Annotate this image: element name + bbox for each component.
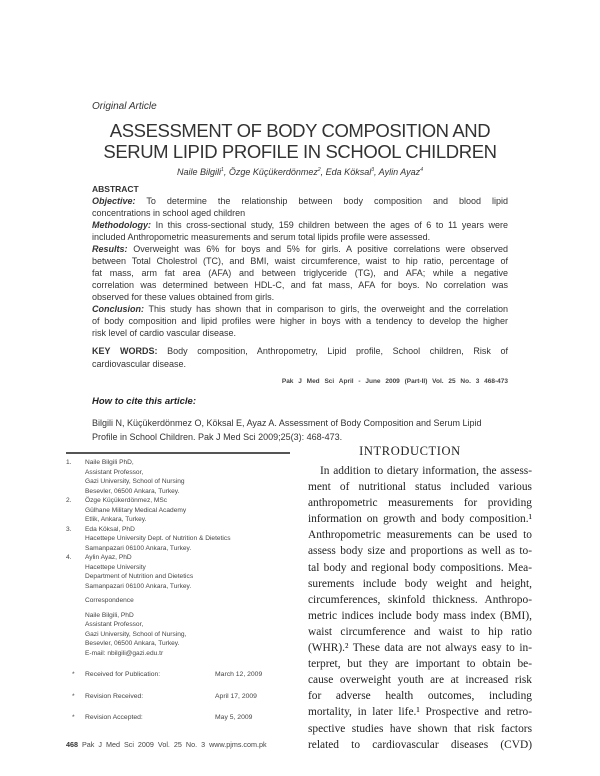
indent [66,611,85,621]
author-name: Naile Bilgili [177,167,222,177]
affiliation-line [66,468,296,478]
affiliation-line [66,506,296,516]
correspondence-heading-row [66,596,296,606]
indent [66,596,85,606]
abstract-line [92,327,508,339]
correspondence-text: Gazi University, School of Nursing, [85,630,187,638]
abstract-text: fat mass, arm fat area (AFA) and between triglyceride (TG), and AFA; while a negative [92,268,508,278]
date-label: Revision Accepted: [85,714,143,721]
intro-line: anthropometric measurements for providing [308,497,532,510]
affiliation-text: Department of Nutrition and Dietetics [85,573,194,580]
correspondence-text: Assistant Professor, [85,621,144,628]
affiliation-text: Etlik, Ankara, Turkey. [85,516,147,523]
article-type: Original Article [92,101,157,112]
abstract-section-label: Methodology: [92,220,151,230]
correspondence-text: E-mail: nbilgili@gazi.edu.tr [85,649,164,657]
affiliation-text: Hacettepe University [85,563,146,571]
affiliation-number [66,487,85,497]
affiliation-number: 1. [66,459,72,466]
affiliation-number [66,544,85,554]
indent [66,649,85,659]
journal-citation-line: Pak J Med Sci April - June 2009 (Part-II) Vol. 25 No. 3 468-473 [281,378,508,385]
affiliation-number: 4. [66,554,72,561]
affiliation-line [66,487,296,497]
page-footer [66,740,267,749]
indent [66,639,85,649]
footer-journal: Pak J Med Sci 2009 Vol. 25 No. 3 www.pjms.com.pk [82,740,267,749]
introduction-body [308,463,532,753]
intro-line: waist circumference and waist to hip ratio [308,625,532,638]
keywords-line [92,345,508,358]
author-affiliation-mark: 2 [317,167,321,173]
date-label: Revision Received: [85,692,144,700]
abstract-line [92,231,508,243]
affiliation-text: Samanpazari 06100 Ankara, Turkey. [85,582,192,590]
intro-line: surements include body weight and height, [308,577,532,590]
abstract-line [92,219,508,231]
author-affiliations [66,458,296,658]
date-value: April 17, 2009 [215,692,257,700]
intro-line: information on growth and body composition.¹ [308,513,532,526]
correspondence-text: Naile Bilgili, PhD [85,611,134,619]
intro-line: tal body and regional body compositions. Mea- [308,561,532,574]
introduction-heading: INTRODUCTION [359,444,461,458]
intro-line: ment of nutritional status included various [308,481,532,494]
keywords-line [92,358,508,371]
indent [66,620,85,630]
abstract-text: This study has shown that in comparison to girls, the overweight and the correlation [148,304,508,314]
intro-line: Anthropometric measurements can be used to [308,529,532,542]
page-number: 468 [66,740,78,749]
correspondence-line [66,639,296,649]
affiliation-number [66,572,85,582]
abstract-line [92,195,508,207]
abstract-section-label: Results: [92,244,128,254]
author-affiliation-mark: 3 [371,167,374,173]
date-row [72,693,262,715]
abstract-text: To determine the relationship between body composition and blood lipid [146,196,509,206]
affiliation-text: Gülhane Military Medical Academy [85,506,187,514]
abstract-line [92,291,508,303]
date-value: March 12, 2009 [215,671,263,678]
abstract-text: Overweight was 6% for boys and 5% for girls. A positive correlations were observed [133,244,508,254]
date-label: Received for Publication: [85,671,161,678]
affiliation-line [66,534,296,544]
affiliation-line [66,496,296,506]
affiliation-line [66,563,296,573]
affiliation-line [66,572,296,582]
abstract-line [92,207,508,219]
author-affiliation-mark: 4 [420,167,423,173]
abstract-line [92,279,508,291]
author-list: Naile Bilgili$^1$, Özge Küçükerdönmez$^2$, Eda Köksal$^3$, Aylin Ayaz$^4$ [177,167,423,177]
abstract-line [92,303,508,315]
intro-line: mortality, in later life.¹ Prospective and retro- [308,706,532,719]
title-line: ASSESSMENT OF BODY COMPOSITION AND [109,120,491,141]
affiliation-line [66,582,296,592]
affiliation-line [66,544,296,554]
intro-line: circumferences, skinfold thickness. Anthropo- [308,593,532,606]
affiliation-line [66,553,296,563]
abstract-line [92,255,508,267]
publication-dates [72,671,262,736]
footnote-divider [66,452,290,454]
keywords-label: KEY WORDS: [92,346,158,356]
affiliation-number [66,534,85,544]
affiliation-number [66,506,85,516]
title-line: SERUM LIPID PROFILE IN SCHOOL CHILDREN [103,141,497,162]
keywords [92,345,508,370]
correspondence-line [66,649,296,659]
author-name: Eda Köksal [325,167,372,177]
affiliation-line [66,515,296,525]
intro-line: terpret, but they are important to obtain be- [308,658,532,671]
abstract-text: correlation was determined between HDL-C, and fat mass, AFA for boys. No correlation was [92,280,508,290]
affiliation-line [66,525,296,535]
abstract-heading: ABSTRACT [92,184,139,194]
abstract-line [92,267,508,279]
correspondence-text: Besevler, 06500 Ankara, Turkey. [85,640,180,647]
intro-line: spective studies have shown that risk factors [308,722,532,735]
affiliation-number [66,582,85,592]
abstract-section-label: Objective: [92,196,136,206]
cite-line: Profile in School Children. Pak J Med Sci 2009;25(3): 468-473. [92,432,343,442]
correspondence-line [66,620,296,630]
intro-line: assess body size and proportions as well as to- [308,545,532,558]
affiliation-number [66,468,85,478]
author-affiliation-mark: 1 [221,167,224,173]
affiliation-number: 2. [66,497,72,504]
abstract-text: concentrations in school aged children [92,208,246,218]
affiliation-text: Özge Küçükerdönmez, MSc [85,497,168,504]
affiliation-text: Gazi University, School of Nursing [85,478,185,485]
intro-line: metric indices include body mass index (BMI), [308,609,532,622]
abstract-line [92,243,508,255]
affiliation-number [66,563,85,573]
cite-line: Bilgili N, Küçükerdönmez O, Köksal E, Ayaz A. Assessment of Body Composition and Serum Lipid [92,418,482,428]
abstract-text: included Anthropometric measurements and serum total lipids profile were assessed. [92,232,431,242]
indent [66,630,85,640]
abstract-line [92,315,508,327]
date-row [72,671,262,693]
affiliation-text: Besevler, 06500 Ankara, Turkey. [85,487,180,495]
abstract-text: observed for these values obtained from girls. [92,292,275,302]
article-title [0,120,600,162]
abstract-section-label: Conclusion: [92,304,144,314]
affiliation-text: Samanpazari 06100 Ankara, Turkey. [85,544,192,552]
date-row [72,714,262,736]
keywords-text: cardiovascular disease. [92,358,187,369]
abstract [92,183,508,339]
affiliation-text: Eda Köksal, PhD [85,525,135,533]
correspondence-line [66,611,296,621]
correspondence-heading: Correspondence [85,597,134,604]
intro-line: cause overweight youth are at increased risk [308,674,532,687]
bullet-icon: * [72,671,75,678]
intro-line: related to cardiovascular diseases (CVD) [308,738,532,751]
author-name: Özge Küçükerdönmez [228,167,318,177]
intro-line: (WHR).² These data are not always easy to in- [308,642,532,655]
affiliation-line [66,477,296,487]
date-value: May 5, 2009 [215,714,253,721]
bullet-icon: * [72,714,75,721]
abstract-text: between Total Cholestrol (TC), and BMI, waist circumference, waist to hip ratio, percentage of [92,256,508,266]
affiliation-number: 3. [66,525,72,533]
correspondence-line [66,630,296,640]
affiliation-text: Naile Bilgili PhD, [85,459,134,466]
abstract-text: In this cross-sectional study, 159 children between the ages of 6 to 11 years were [155,220,508,230]
affiliation-number [66,515,85,525]
affiliation-text: Aylin Ayaz, PhD [85,554,132,561]
how-to-cite-heading: How to cite this article: [92,396,196,407]
author-name: Aylin Ayaz [378,167,421,177]
keywords-text: Body composition, Anthropometry, Lipid profile, School children, Risk of [167,346,508,356]
how-to-cite-text [92,416,508,444]
bullet-icon: * [72,692,75,700]
abstract-text: of body composition and lipid profiles were higher in boys with a tendency to develop the higher [92,316,508,326]
affiliation-text: Assistant Professor, [85,468,144,476]
affiliation-number [66,477,85,487]
affiliation-text: Hacettepe University Dept. of Nutrition & Dietetics [85,535,231,542]
affiliation-line [66,458,296,468]
abstract-text: risk level of cardio vascular disease. [92,328,237,338]
intro-line: In addition to dietary information, the assess- [320,465,532,477]
intro-line: for adverse health outcomes, including [308,690,532,703]
